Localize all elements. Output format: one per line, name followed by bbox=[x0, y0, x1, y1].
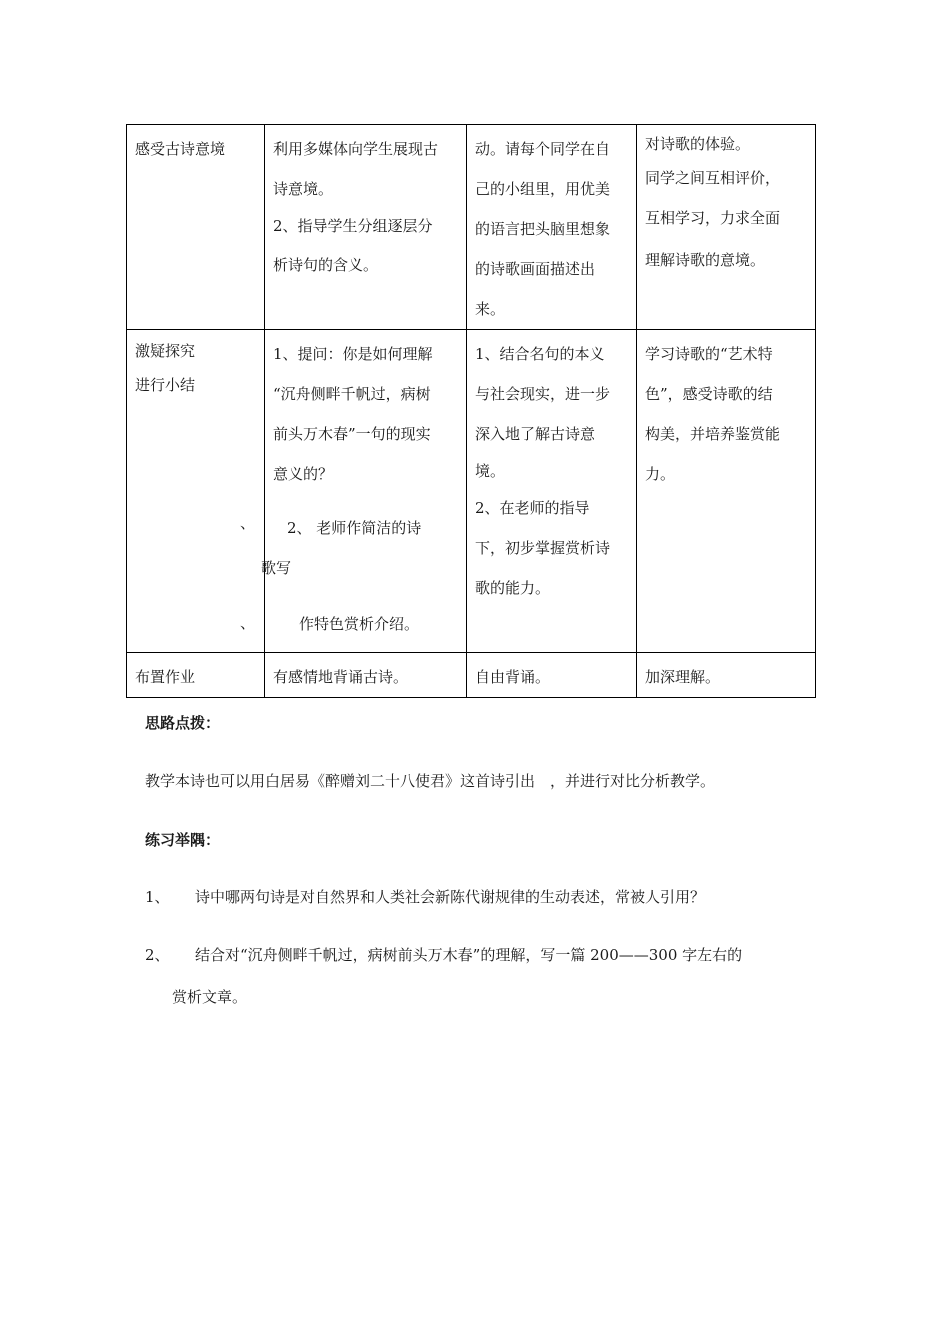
exercise-number: 1、 bbox=[145, 888, 170, 906]
exercise-item bbox=[145, 886, 705, 907]
table-row bbox=[127, 330, 816, 653]
student-line: 与社会现实，进一步 bbox=[475, 385, 611, 403]
student-line: 下，初步掌握赏析诗 bbox=[475, 539, 611, 557]
cell-teacher bbox=[265, 125, 467, 330]
teacher-line: 析诗句的含义。 bbox=[273, 256, 379, 274]
student-line: 深入地了解古诗意 bbox=[475, 425, 596, 443]
cell-stage bbox=[127, 125, 265, 330]
teacher-line: 利用多媒体向学生展现古 bbox=[273, 140, 439, 158]
student-line: 的语言把头脑里想象 bbox=[475, 220, 611, 238]
student-line: 来。 bbox=[475, 300, 506, 318]
goal-line: 同学之间互相评价， bbox=[645, 169, 781, 187]
exercise-text: 诗中哪两句诗是对自然界和人类社会新陈代谢规律的生动表述，常被人引用？ bbox=[195, 888, 706, 906]
goal-line: 加深理解。 bbox=[645, 668, 721, 686]
student-line: 歌的能力。 bbox=[475, 579, 551, 597]
exercises-heading: 练习举隅： bbox=[145, 831, 221, 849]
stage-line: 布置作业 bbox=[135, 668, 196, 686]
goal-line: 对诗歌的体验。 bbox=[645, 135, 751, 153]
exercise-item bbox=[145, 944, 742, 965]
student-line: 2、在老师的指导 bbox=[475, 499, 590, 517]
student-line: 自由背诵。 bbox=[475, 668, 551, 686]
cell-stage bbox=[127, 653, 265, 698]
cell-goal bbox=[637, 125, 816, 330]
stage-line: 激疑探究 bbox=[135, 342, 196, 360]
table-row bbox=[127, 125, 816, 330]
teacher-line: “沉舟侧畔千帆过，病树 bbox=[273, 385, 431, 403]
teacher-line: 1、提问：你是如何理解 bbox=[273, 345, 433, 363]
cell-student bbox=[467, 330, 637, 653]
teacher-line: 2、指导学生分组逐层分 bbox=[273, 217, 433, 235]
teacher-line: 歌写 bbox=[261, 559, 292, 577]
goal-line: 学习诗歌的“艺术特 bbox=[645, 345, 773, 363]
table-row bbox=[127, 653, 816, 698]
student-line: 1、结合名句的本义 bbox=[475, 345, 605, 363]
margin-mark: 、 bbox=[240, 614, 256, 632]
teacher-line: 前头万木春”一句的现实 bbox=[273, 425, 431, 443]
goal-line: 力。 bbox=[645, 465, 676, 483]
goal-line: 理解诗歌的意境。 bbox=[645, 251, 766, 269]
stage-line: 进行小结 bbox=[135, 376, 196, 394]
teacher-line: 作特色赏析介绍。 bbox=[299, 615, 420, 633]
student-line: 动。请每个同学在自 bbox=[475, 140, 611, 158]
goal-line: 色”，感受诗歌的结 bbox=[645, 385, 773, 403]
stage-line: 感受古诗意境 bbox=[135, 140, 226, 158]
student-line: 的诗歌画面描述出 bbox=[475, 260, 596, 278]
student-line: 境。 bbox=[475, 462, 506, 480]
teacher-line: 有感情地背诵古诗。 bbox=[273, 668, 409, 686]
exercise-text: 结合对“沉舟侧畔千帆过，病树前头万木春”的理解，写一篇 200——300 字左右的 bbox=[195, 946, 743, 964]
margin-mark: 、 bbox=[240, 514, 256, 532]
goal-line: 互相学习，力求全面 bbox=[645, 209, 781, 227]
tips-heading: 思路点拨： bbox=[145, 714, 221, 732]
goal-line: 构美，并培养鉴赏能 bbox=[645, 425, 781, 443]
cell-teacher bbox=[265, 653, 467, 698]
exercise-text-continued: 赏析文章。 bbox=[172, 988, 248, 1006]
cell-goal bbox=[637, 330, 816, 653]
tips-text: 教学本诗也可以用白居易《醉赠刘二十八使君》这首诗引出 ，并进行对比分析教学。 bbox=[145, 772, 716, 790]
teacher-line: 诗意境。 bbox=[273, 180, 334, 198]
teacher-line: 意义的？ bbox=[273, 465, 334, 483]
cell-teacher bbox=[261, 330, 467, 653]
cell-goal bbox=[637, 653, 816, 698]
student-line: 己的小组里，用优美 bbox=[475, 180, 611, 198]
exercise-number: 2、 bbox=[145, 946, 170, 964]
teacher-line: 2、 老师作简洁的诗 bbox=[287, 519, 422, 537]
cell-student bbox=[467, 653, 637, 698]
lesson-plan-table bbox=[126, 124, 816, 698]
cell-stage bbox=[127, 330, 265, 653]
cell-student bbox=[467, 125, 637, 330]
